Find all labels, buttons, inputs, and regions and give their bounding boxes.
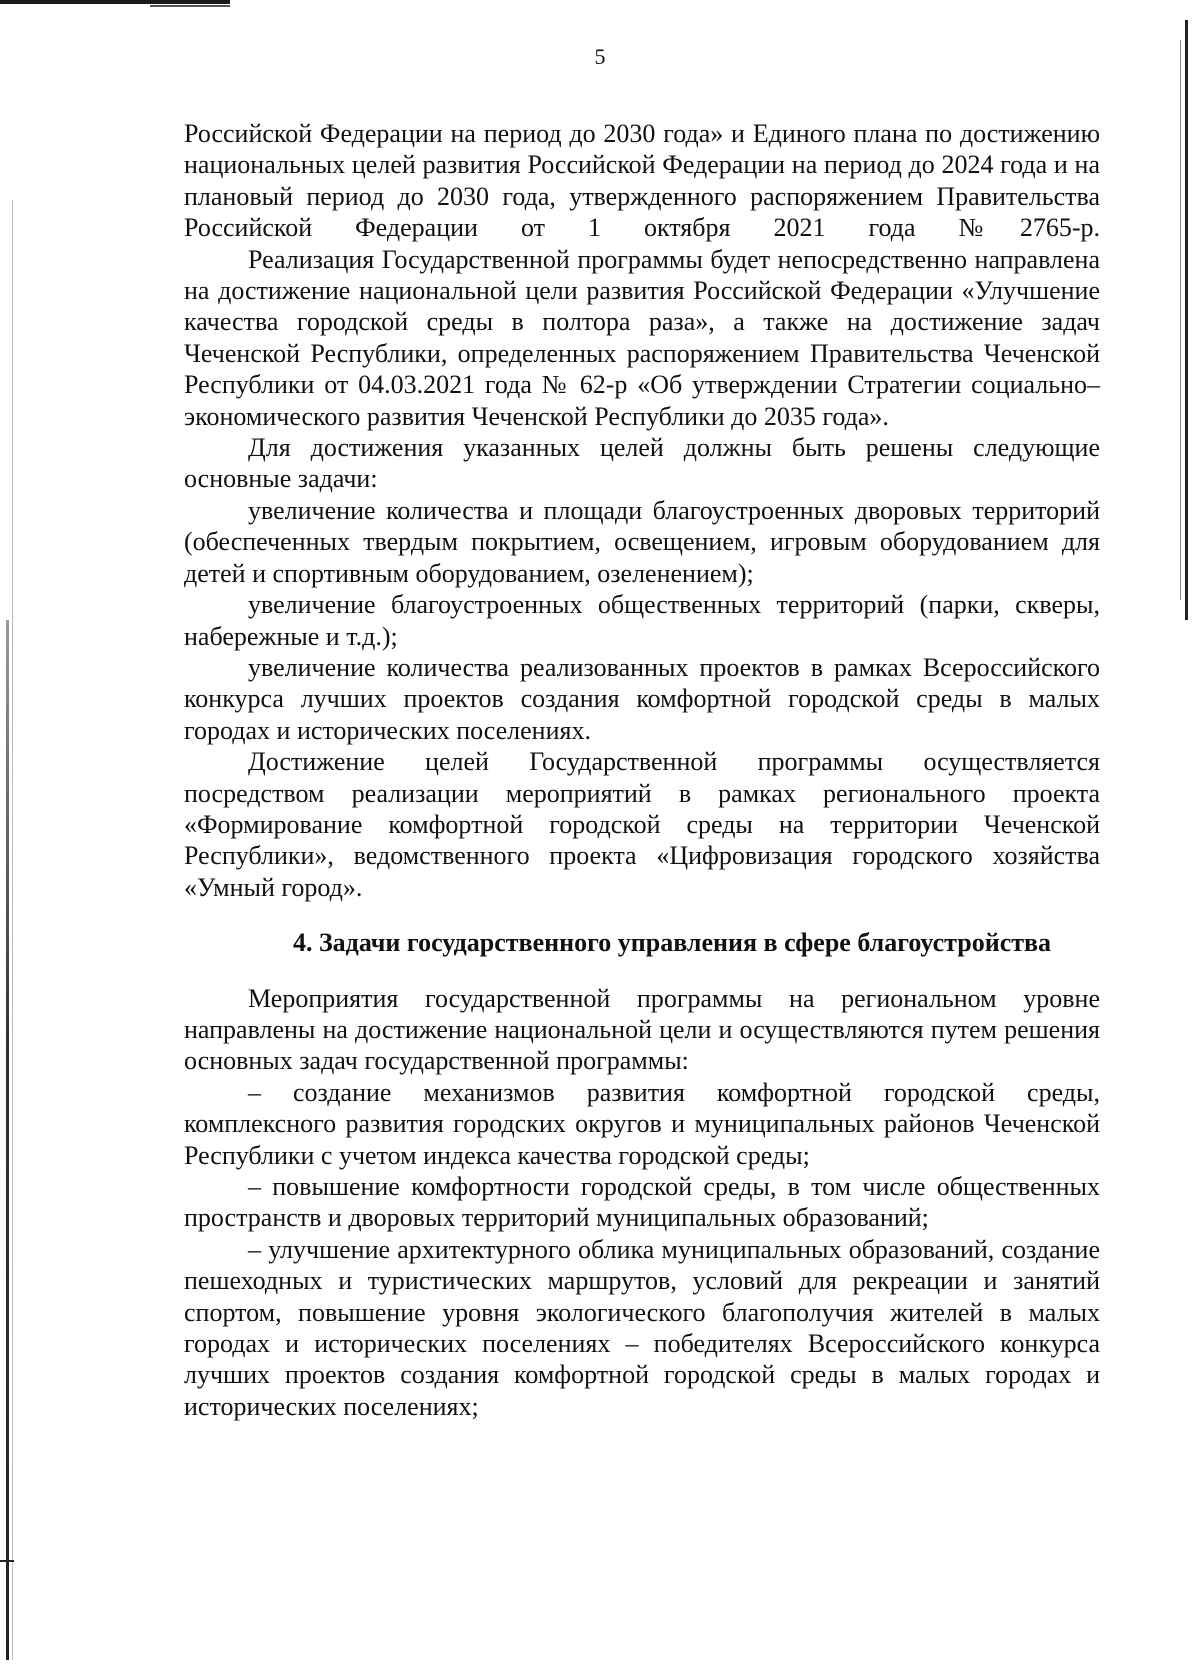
paragraph-continuation: Российской Федерации на период до 2030 года» и Единого плана по достижению национальных целей развития Российской Федерации на период до 2024 года и на плановый период до 2030 года, утвержденного распоряжением Правительства Российской Федерации от 1 октября 2021 года №2765-р.	[184, 119, 1100, 243]
scan-artifact-right-line	[1180, 40, 1181, 600]
list-item-yard-territories: увеличение количества и площади благоустроенных дворовых территорий (обеспеченных твердым покрытием, освещением, игровым оборудованием для детей и спортивным оборудованием, озеленением);	[184, 495, 1100, 588]
paragraph-implementation: Реализация Государственной программы будет непосредственно направлена на достижение национальной цели развития Российской Федерации «Улучшение качества городской среды в полтора раза», а также на достижение задач Чеченской Республики, определенных распоряжением Правительства Чеченской Республики от 04.03.2021 года № 62-р «Об утверждении Стратегии социально–экономического развития Чеченской Республики до 2035 года».	[184, 244, 1100, 431]
scan-artifact-top-thin	[150, 5, 230, 7]
paragraph-measures: Мероприятия государственной программы на региональном уровне направлены на достижение национальной цели и осуществляются путем решения основных задач государственной программы:	[184, 983, 1100, 1076]
scan-artifact-left-edge	[6, 620, 9, 1660]
section-heading: 4. Задачи государственного управления в сфере благоустройства	[292, 928, 1052, 958]
scan-artifact-top	[0, 0, 230, 4]
scan-artifact-left-tick	[0, 1560, 14, 1562]
scan-artifact-right-edge	[1185, 20, 1188, 620]
scan-artifact-left-line	[12, 200, 13, 1660]
paragraph-goals-achievement: Достижение целей Государственной программы осуществляется посредством реализации мероприятий в рамках регионального проекта «Формирование комфортной городской среды на территории Чеченской Республики», ведомственного проекта «Цифровизация городского хозяйства «Умный город».	[184, 747, 1100, 902]
paragraph-tasks-intro: Для достижения указанных целей должны быть решены следующие основные задачи:	[184, 433, 1100, 494]
list-item-mechanisms: – создание механизмов развития комфортной городской среды, комплексного развития городских округов и муниципальных районов Чеченской Республики с учетом индекса качества городской среды;	[184, 1077, 1100, 1170]
document-body	[184, 118, 1100, 1422]
list-item-comfort: – повышение комфортности городской среды, в том числе общественных пространств и дворовых территорий муниципальных образований;	[184, 1172, 1100, 1233]
page-number: 5	[594, 44, 606, 69]
list-item-public-territories: увеличение благоустроенных общественных территорий (парки, скверы, набережные и т.д.);	[184, 590, 1100, 651]
list-item-architecture: – улучшение архитектурного облика муниципальных образований, создание пешеходных и туристических маршрутов, условий для рекреации и занятий спортом, повышение уровня экологического благополучия жителей в малых городах и исторических поселениях – победителях Всероссийского конкурса лучших проектов создания комфортной городской среды в малых городах и исторических поселениях;	[184, 1234, 1100, 1421]
list-item-projects-contest: увеличение количества реализованных проектов в рамках Всероссийского конкурса лучших проектов создания комфортной городской среды в малых городах и исторических поселениях.	[184, 652, 1100, 745]
